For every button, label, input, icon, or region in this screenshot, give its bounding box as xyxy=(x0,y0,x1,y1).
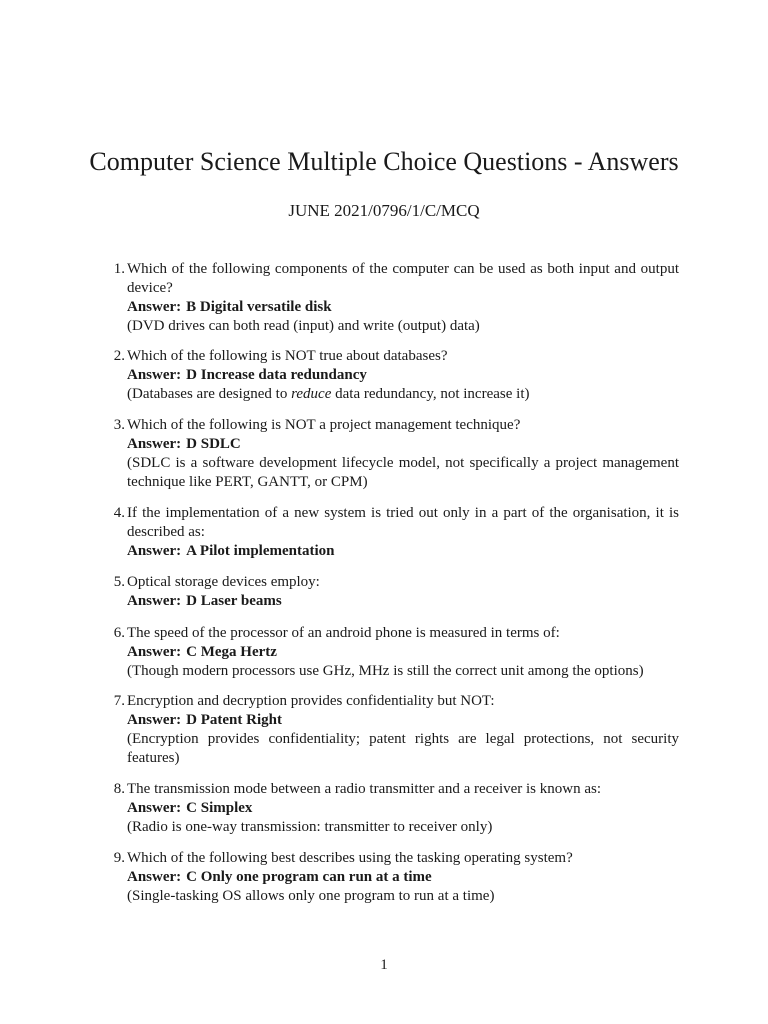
answer-prefix: Answer: xyxy=(127,644,182,660)
answer-prefix: Answer: xyxy=(127,299,182,315)
question-item xyxy=(113,573,679,611)
answer-explanation: (Encryption provides confidentiality; patent rights are legal protections, not security features) xyxy=(127,731,679,766)
answer-text: D Patent Right xyxy=(186,712,282,728)
question-number: 2. xyxy=(113,348,125,364)
question-number: 8. xyxy=(113,781,125,797)
answer-explanation: (Databases are designed to reduce data redundancy, not increase it) xyxy=(127,386,530,402)
answer-explanation: (Though modern processors use GHz, MHz is still the correct unit among the options) xyxy=(127,663,644,679)
answer-line xyxy=(127,542,679,561)
answer-text: C Only one program can run at a time xyxy=(186,869,432,885)
answer-line xyxy=(127,298,679,317)
answer-text: A Pilot implementation xyxy=(186,543,335,559)
question-text: Which of the following components of the computer can be used as both input and output device? xyxy=(127,261,679,296)
question-text: Which of the following best describes using the tasking operating system? xyxy=(127,850,573,866)
question-item xyxy=(113,780,679,837)
answer-explanation: (Radio is one-way transmission: transmitter to receiver only) xyxy=(127,819,493,835)
question-item xyxy=(113,504,679,561)
answer-text: D Increase data redundancy xyxy=(186,367,367,383)
question-text: Which of the following is NOT true about databases? xyxy=(127,348,448,364)
answer-text: B Digital versatile disk xyxy=(186,299,332,315)
answer-prefix: Answer: xyxy=(127,800,182,816)
question-item xyxy=(113,624,679,681)
question-item xyxy=(113,416,679,492)
answer-prefix: Answer: xyxy=(127,367,182,383)
question-text: The transmission mode between a radio transmitter and a receiver is known as: xyxy=(127,781,602,797)
question-item xyxy=(113,692,679,768)
answer-line xyxy=(127,868,679,887)
answer-prefix: Answer: xyxy=(127,712,182,728)
answer-line xyxy=(127,366,679,385)
answer-text: D Laser beams xyxy=(186,593,282,609)
question-text: If the implementation of a new system is tried out only in a part of the organisation, it is described as: xyxy=(127,505,679,540)
question-text: Encryption and decryption provides confidentiality but NOT: xyxy=(127,693,495,709)
question-text: Which of the following is NOT a project management technique? xyxy=(127,417,521,433)
question-number: 4. xyxy=(113,505,125,521)
question-number: 7. xyxy=(113,693,125,709)
answer-line xyxy=(127,799,679,818)
question-number: 6. xyxy=(113,625,125,641)
question-item xyxy=(113,347,679,404)
answer-line xyxy=(127,435,679,454)
answer-explanation: (Single-tasking OS allows only one program to run at a time) xyxy=(127,888,495,904)
answer-text: D SDLC xyxy=(186,436,241,452)
question-number: 1. xyxy=(113,261,125,277)
answer-line xyxy=(127,711,679,730)
answer-prefix: Answer: xyxy=(127,593,182,609)
answer-prefix: Answer: xyxy=(127,543,182,559)
answer-prefix: Answer: xyxy=(127,436,182,452)
question-number: 3. xyxy=(113,417,125,433)
question-text: The speed of the processor of an android phone is measured in terms of: xyxy=(127,625,560,641)
answer-text: C Mega Hertz xyxy=(186,644,277,660)
answer-line xyxy=(127,643,679,662)
answer-prefix: Answer: xyxy=(127,869,182,885)
answer-explanation: (DVD drives can both read (input) and write (output) data) xyxy=(127,318,480,334)
question-number: 9. xyxy=(113,850,125,866)
answer-line xyxy=(127,592,679,611)
document-title: Computer Science Multiple Choice Questions - Answers xyxy=(89,147,679,176)
question-item xyxy=(113,260,679,336)
exam-code: JUNE 2021/0796/1/C/MCQ xyxy=(288,201,480,220)
question-text: Optical storage devices employ: xyxy=(127,574,320,590)
question-number: 5. xyxy=(113,574,125,590)
page-number: 1 xyxy=(380,957,388,973)
answer-text: C Simplex xyxy=(186,800,253,816)
answer-explanation: (SDLC is a software development lifecycle model, not specifically a project management technique like PERT, GANTT, or CPM) xyxy=(127,455,679,490)
question-item xyxy=(113,849,679,906)
